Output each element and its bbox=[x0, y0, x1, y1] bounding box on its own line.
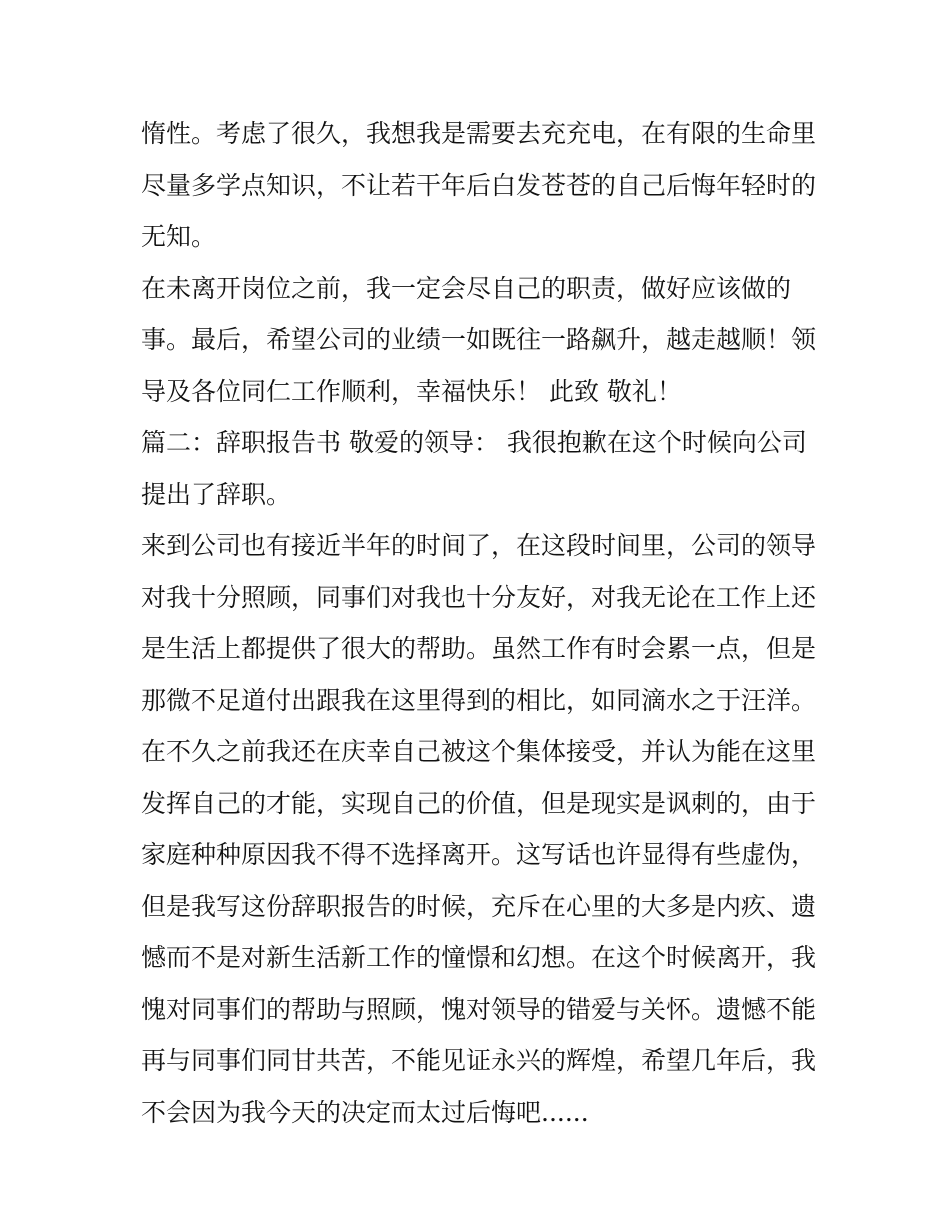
text-line-15: 家庭种种原因我不得不选择离开。这写话也许显得有些虚伪， bbox=[141, 840, 817, 869]
text-line-10: 对我十分照顾，同事们对我也十分友好，对我无论在工作上还 bbox=[141, 582, 817, 612]
text-line-16: 但是我写这份辞职报告的时候，充斥在心里的大多是内疚、遗 bbox=[141, 891, 817, 921]
text-line-17: 憾而不是对新生活新工作的憧憬和幻想。在这个时候离开，我 bbox=[141, 943, 817, 972]
text-line-5: 事。最后，希望公司的业绩一如既往一路飙升，越走越顺！领 bbox=[141, 325, 817, 354]
text-line-18: 愧对同事们的帮助与照顾，愧对领导的错爱与关怀。遗憾不能 bbox=[141, 994, 817, 1024]
text-line-7: 篇二：辞职报告书 敬爱的领导： 我很抱歉在这个时候向公司 bbox=[141, 428, 807, 457]
text-line-14: 发挥自己的才能，实现自己的价值，但是现实是讽刺的，由于 bbox=[141, 788, 817, 818]
text-line-12: 那微不足道付出跟我在这里得到的相比，如同滴水之于汪洋。 bbox=[141, 685, 817, 715]
text-line-11: 是生活上都提供了很大的帮助。虽然工作有时会累一点，但是 bbox=[141, 634, 817, 663]
text-line-9: 来到公司也有接近半年的时间了，在这段时间里，公司的领导 bbox=[141, 531, 817, 560]
text-line-6: 导及各位同仁工作顺利，幸福快乐！ 此致 敬礼！ bbox=[141, 376, 682, 406]
document-body bbox=[141, 108, 821, 1138]
text-line-8: 提出了辞职。 bbox=[141, 479, 292, 509]
text-line-3: 无知。 bbox=[141, 222, 217, 251]
text-line-1: 惰性。考虑了很久，我想我是需要去充充电，在有限的生命里 bbox=[141, 119, 817, 148]
text-line-19: 再与同事们同甘共苦，不能见证永兴的辉煌，希望几年后，我 bbox=[141, 1046, 817, 1075]
text-line-4: 在未离开岗位之前，我一定会尽自己的职责，做好应该做的 bbox=[141, 273, 792, 303]
text-line-2: 尽量多学点知识，不让若干年后白发苍苍的自己后悔年轻时的 bbox=[141, 170, 817, 200]
text-line-20: 不会因为我今天的决定而太过后悔吧...... bbox=[141, 1097, 589, 1127]
text-line-13: 在不久之前我还在庆幸自己被这个集体接受，并认为能在这里 bbox=[141, 737, 817, 766]
